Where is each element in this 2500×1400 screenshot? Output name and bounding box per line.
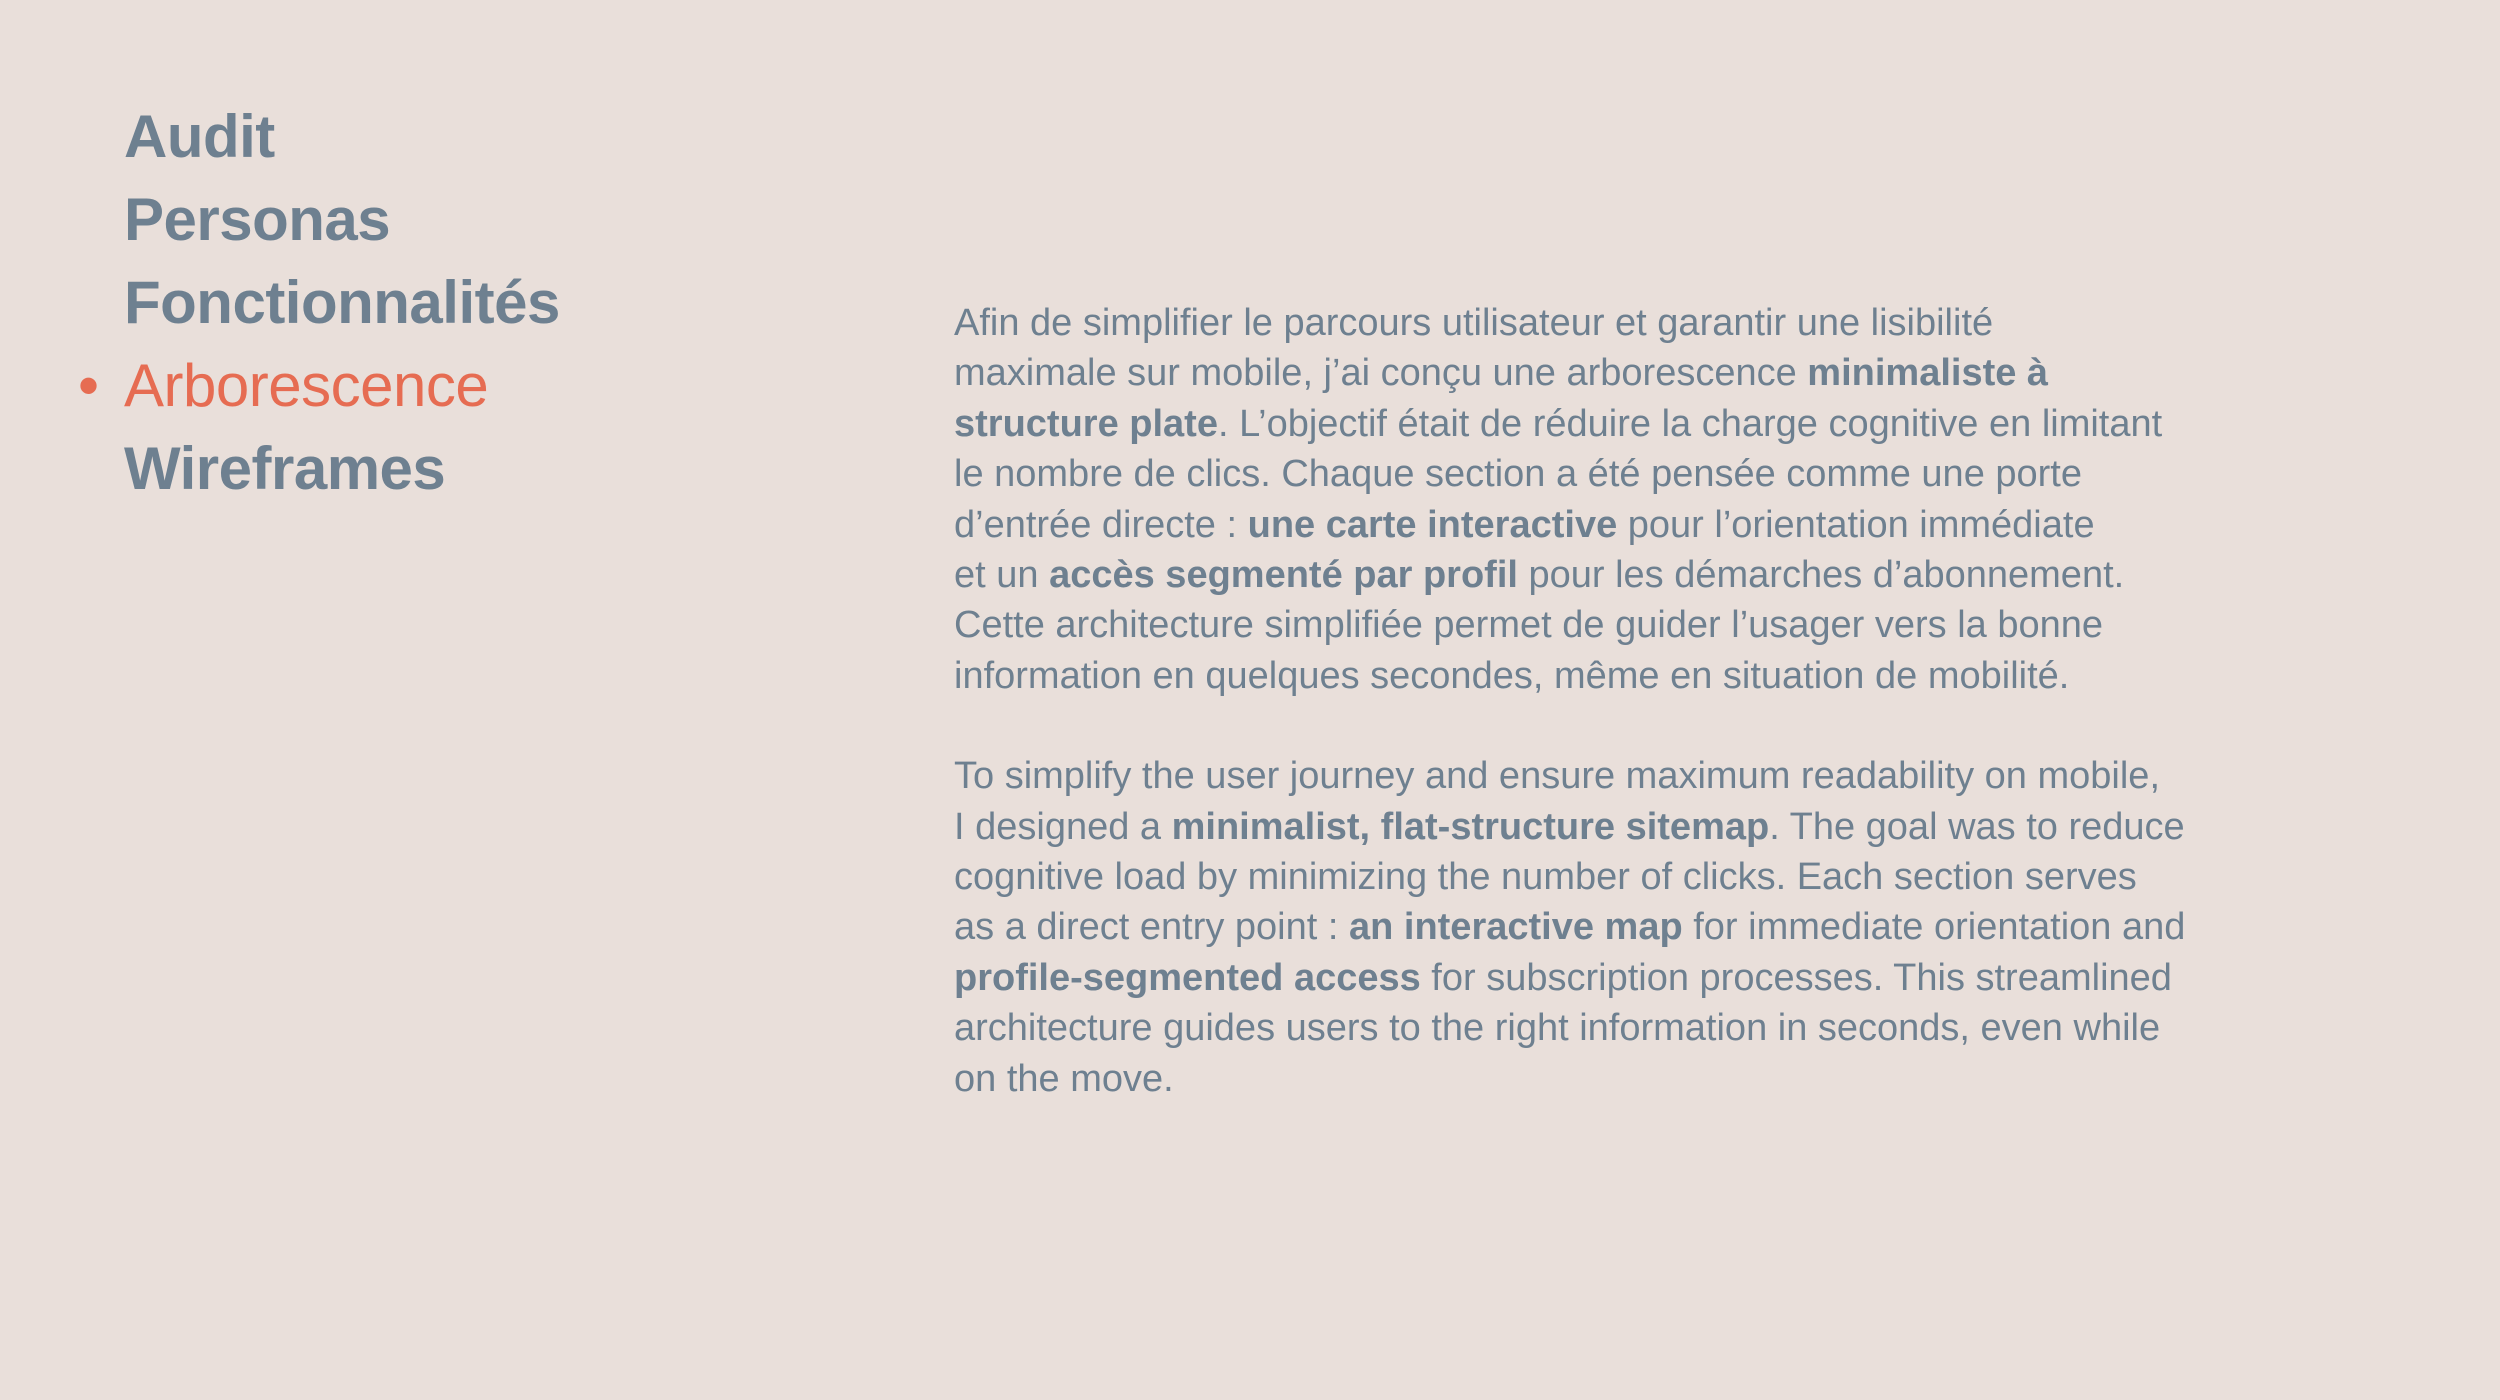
text-line	[954, 1003, 2344, 1053]
nav-item-label: Arborescence	[124, 352, 489, 419]
text-line	[954, 651, 2344, 701]
emphasis-text: minimaliste à	[1807, 352, 2049, 395]
text-segment: . L’objectif était de réduire la charge cognitive en limitant	[1217, 402, 2163, 445]
text-segment: for subscription processes. This streamlined	[1420, 956, 2172, 999]
text-line	[954, 1054, 2344, 1104]
nav-item-label: Personas	[124, 186, 391, 253]
description-french	[954, 298, 2344, 701]
text-line	[954, 449, 2344, 499]
text-segment: pour les démarches d’abonnement.	[1517, 554, 2125, 597]
text-line	[954, 298, 2344, 348]
description-english	[954, 751, 2344, 1104]
text-segment: . The goal was to reduce	[1769, 805, 2185, 848]
text-segment: maximale sur mobile, j’ai conçu une arborescence	[954, 352, 1808, 395]
text-line	[954, 852, 2344, 902]
emphasis-text: profile-segmented access	[954, 956, 1421, 999]
emphasis-text: an interactive map	[1348, 906, 1683, 949]
text-line	[954, 802, 2344, 852]
text-segment: Cette architecture simplifiée permet de guider l’usager vers la bonne	[954, 604, 2104, 647]
text-line	[954, 348, 2344, 398]
text-segment: To simplify the user journey and ensure maximum readability on mobile,	[954, 755, 2160, 798]
section-nav	[78, 95, 560, 510]
nav-item-fonctionnalites[interactable]	[124, 261, 560, 344]
text-segment: architecture guides users to the right information in seconds, even while	[954, 1007, 2161, 1050]
text-segment: on the move.	[954, 1057, 1174, 1100]
text-line	[954, 600, 2344, 650]
emphasis-text: structure plate	[954, 402, 1218, 445]
text-segment: cognitive load by minimizing the number of clicks. Each section serves	[954, 856, 2137, 899]
text-line	[954, 550, 2344, 600]
emphasis-text: une carte interactive	[1247, 503, 1618, 546]
nav-item-label: Fonctionnalités	[124, 269, 560, 336]
text-segment: I designed a	[954, 805, 1172, 848]
text-segment: et un	[954, 554, 1050, 597]
text-segment: Afin de simplifier le parcours utilisateur et garantir une lisibilité	[954, 302, 1994, 344]
text-segment: information en quelques secondes, même en situation de mobilité.	[954, 654, 2070, 697]
text-segment: for immediate orientation and	[1682, 906, 2186, 949]
text-segment: pour l’orientation immédiate	[1617, 503, 2095, 546]
text-line	[954, 953, 2344, 1003]
nav-item-label: Wireframes	[124, 435, 446, 502]
text-line	[954, 500, 2344, 550]
nav-item-arborescence[interactable]	[78, 344, 560, 427]
text-segment: as a direct entry point :	[954, 906, 1349, 949]
nav-item-audit[interactable]	[124, 95, 560, 178]
text-segment: d’entrée directe :	[954, 503, 1248, 546]
text-line	[954, 902, 2344, 952]
nav-item-label: Audit	[124, 103, 275, 170]
text-segment: le nombre de clics. Chaque section a été pensée comme une porte	[954, 453, 2082, 496]
active-bullet-icon: •	[78, 352, 99, 419]
nav-item-personas[interactable]	[124, 178, 560, 261]
text-line	[954, 751, 2344, 801]
emphasis-text: minimalist, flat-structure sitemap	[1171, 805, 1770, 848]
description-content	[954, 298, 2344, 1104]
text-line	[954, 399, 2344, 449]
emphasis-text: accès segmenté par profil	[1049, 554, 1518, 597]
nav-item-wireframes[interactable]	[124, 427, 560, 510]
